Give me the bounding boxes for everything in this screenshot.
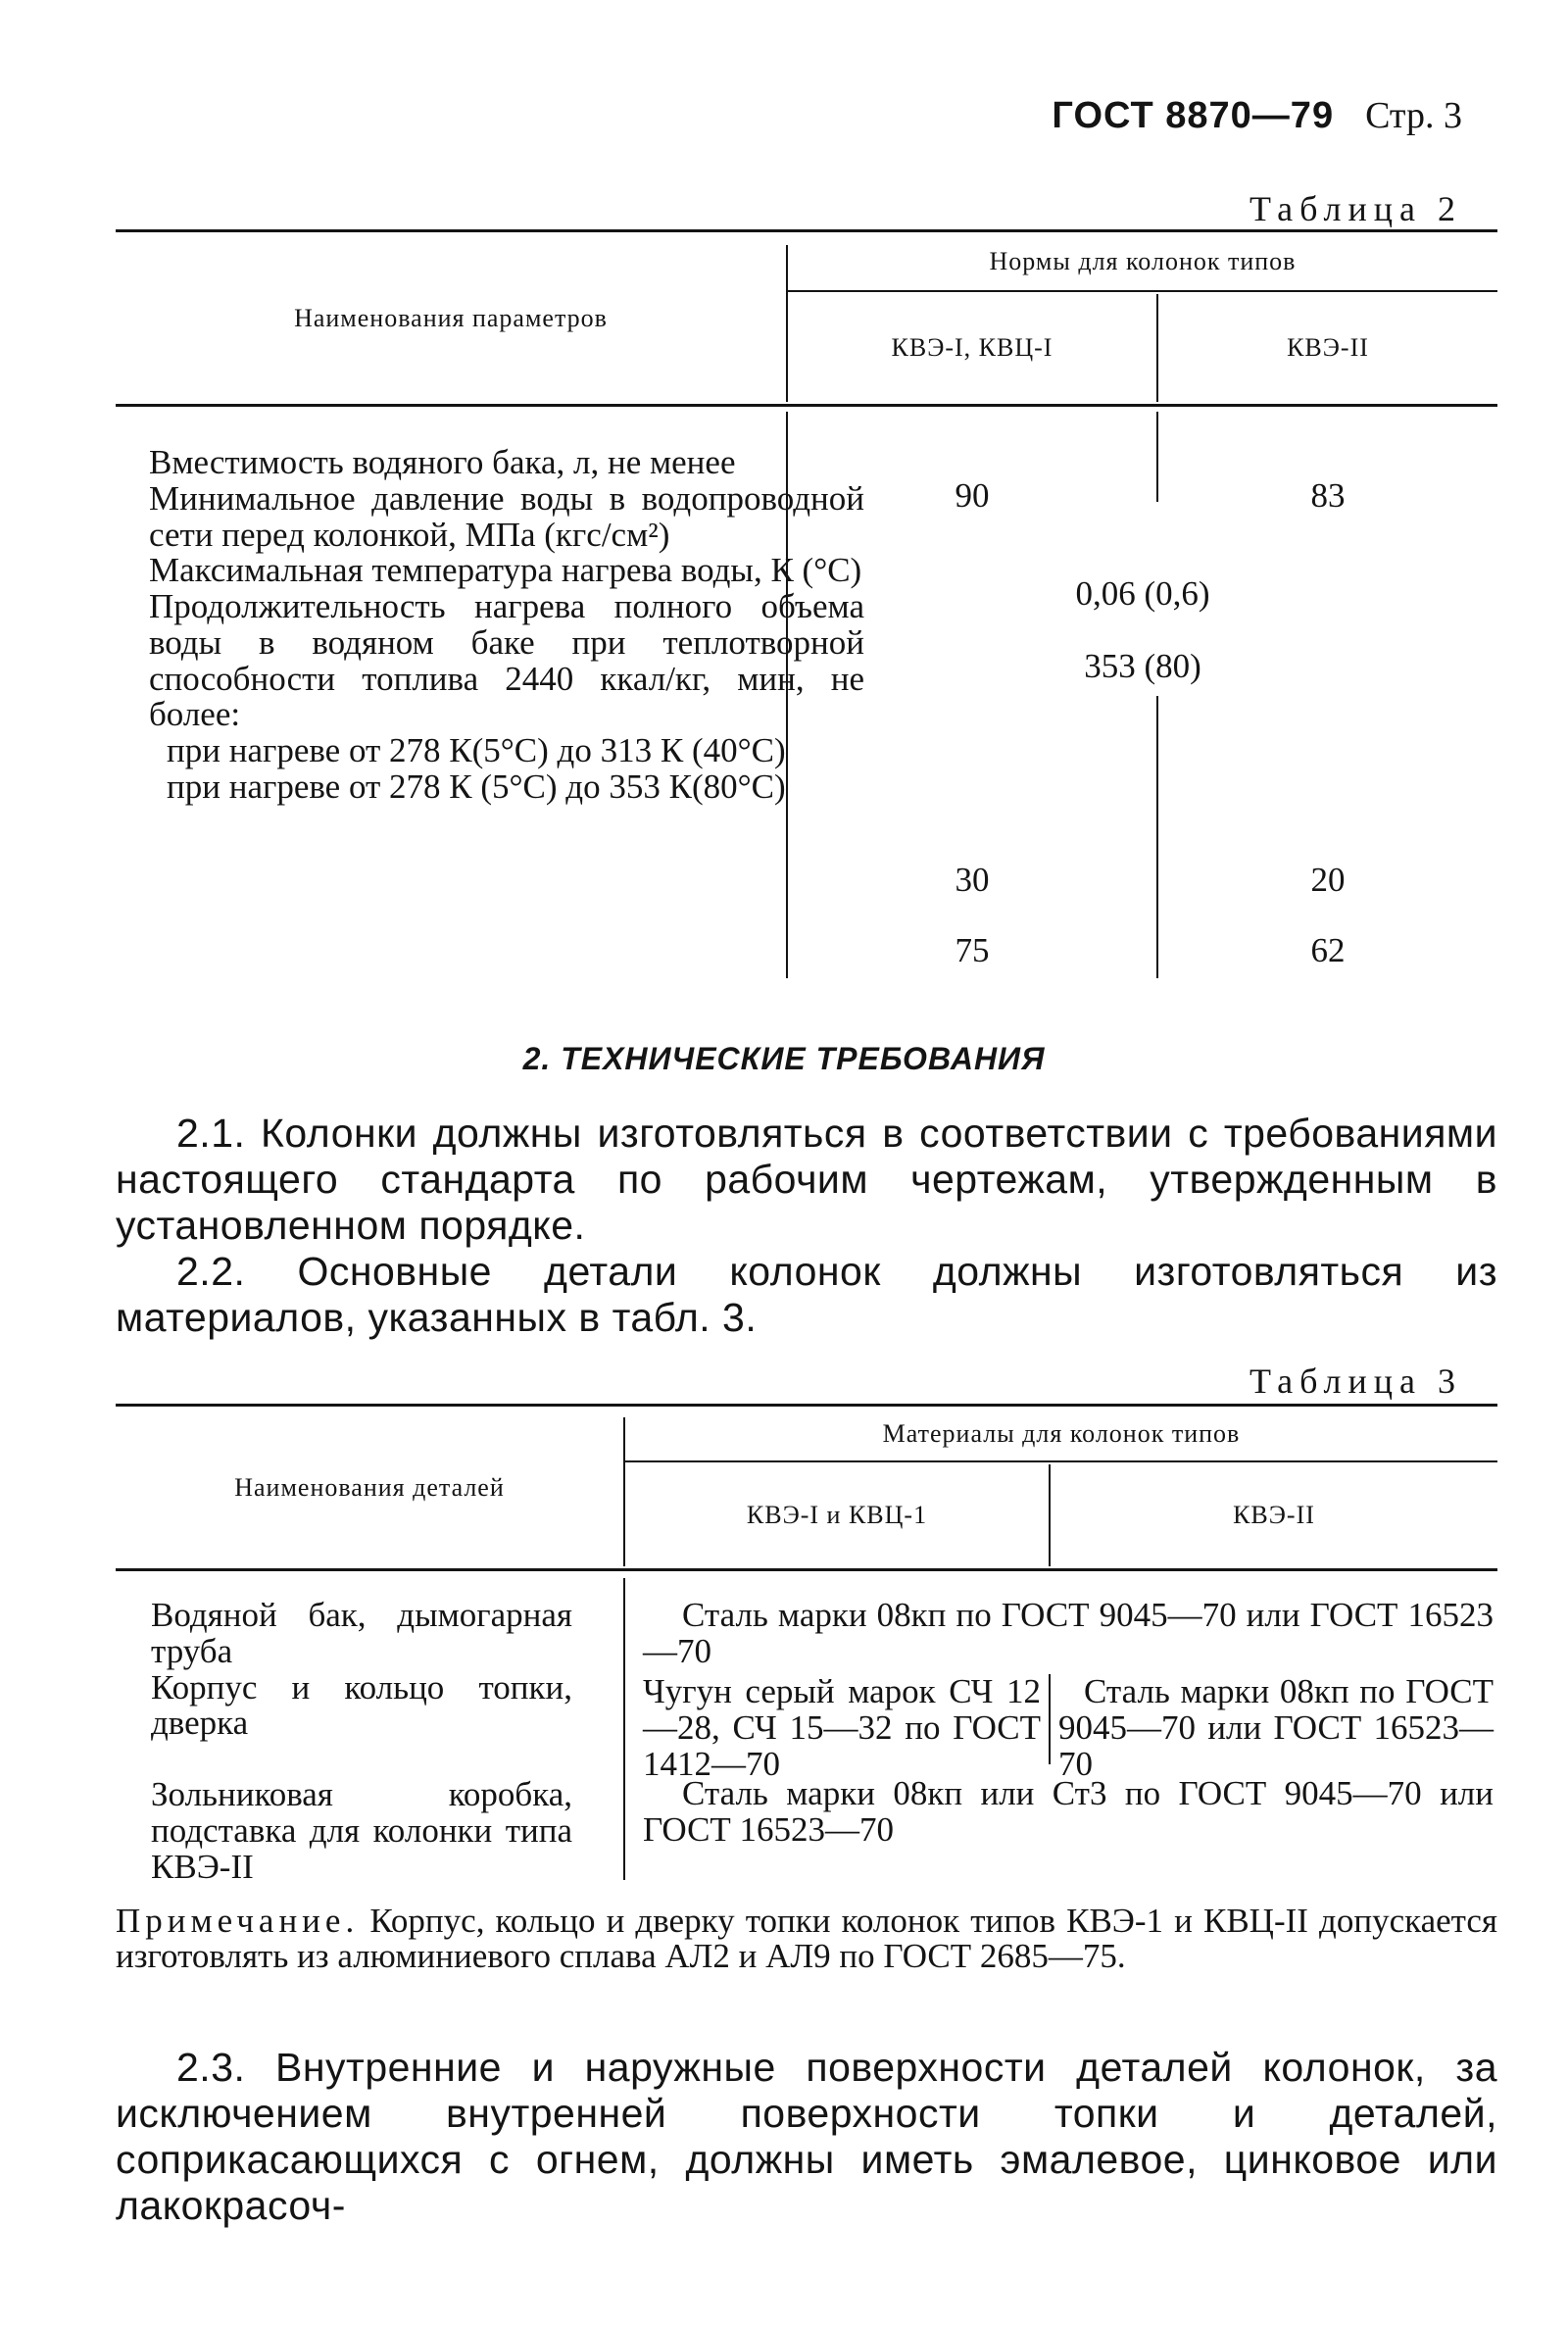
note-text: Корпус, кольцо и дверку топки колонок типов КВЭ-1 и КВЦ-II допускается изготовлять из алюминиевого сплава АЛ2 и АЛ9 по ГОСТ 2685—75. [116,1902,1498,1976]
table2-value: 353 (80) [1084,647,1201,685]
table2-header-col-b: КВЭ-II [1287,333,1369,363]
table2-value: 90 [955,476,990,515]
table3-header-group: Материалы для колонок типов [882,1419,1241,1449]
table3-material [643,1598,1494,1670]
table-3 [116,1404,1497,1894]
table2-param: Минимальное давление воды в водопроводной сети перед колонкой, МПа (кгс/см²) [149,478,864,554]
table2-caption: Таблица 2 [1250,189,1462,228]
table2-value: 62 [1310,931,1346,969]
table3-material-text: Сталь марки 08кп по ГОСТ 9045—70 или ГОСТ 16523—70 [643,1596,1494,1670]
table3-header-col-a: КВЭ-I и КВЦ-1 [746,1501,928,1530]
table3-note [116,1904,1497,1975]
note-label: Примечание. [116,1902,360,1940]
table-2 [116,229,1497,994]
section-title: 2. ТЕХНИЧЕСКИЕ ТРЕБОВАНИЯ [522,1041,1046,1076]
table3-header-col-b: КВЭ-II [1233,1501,1315,1530]
page-header [1052,94,1462,137]
table2-param: Вместимость водяного бака, л, не менее [149,443,736,481]
table2-value: 20 [1310,861,1346,899]
table2-param: при нагреве от 278 К(5°С) до 313 К (40°С) [167,731,786,769]
standard-number: ГОСТ 8870—79 [1052,95,1335,136]
table3-divider [623,1578,625,1880]
table3-material-text: Сталь марки 08кп по ГОСТ 9045—70 или ГОСТ 16523—70 [1058,1672,1494,1783]
table3-material [1058,1674,1494,1782]
section-body [116,1111,1497,1341]
paragraph: 2.2. Основные детали колонок должны изготовляться из материалов, указанных в табл. 3. [116,1249,1497,1340]
table3-material [643,1674,1041,1782]
table3-parts-column [151,1598,572,1885]
table2-value: 0,06 (0,6) [1075,574,1210,613]
table2-header-param: Наименования параметров [294,304,608,333]
table2-value: 30 [955,861,990,899]
table2-header-group: Нормы для колонок типов [989,247,1297,276]
paragraph: 2.1. Колонки должны изготовляться в соответствии с требованиями настоящего стандарта по рабочим чертежам, утвержденным в установленном порядке. [116,1111,1497,1248]
table3-part: Корпус и кольцо топки, дверка [151,1667,572,1743]
table2-param: Максимальная температура нагрева воды, К (°С) [149,551,862,590]
section-body-continued [116,2045,1497,2229]
table2-header-col-a: КВЭ-I, КВЦ-I [891,333,1054,363]
table2-param: Продолжительность нагрева полного объема воды в водяном баке при теплотворной способности топлива 2440 ккал/кг, мин, не более: [149,587,864,734]
table2-param-column [149,445,864,806]
table2-header-rule [116,404,1497,407]
table2-value: 75 [955,931,990,969]
table3-divider [1049,1674,1051,1764]
table3-top-rule [116,1404,1497,1407]
table3-material [643,1776,1494,1849]
page-number: Стр. 3 [1365,95,1462,136]
table2-value: 83 [1310,476,1346,515]
table2-top-rule [116,229,1497,232]
table3-header-rule [116,1568,1497,1571]
table3-header-param: Наименования деталей [234,1473,505,1503]
table2-param: при нагреве от 278 К (5°С) до 353 К(80°С) [167,767,786,806]
table3-material-text: Сталь марки 08кп или Ст3 по ГОСТ 9045—70 или ГОСТ 16523—70 [643,1774,1494,1849]
table3-part: Зольниковая коробка, подставка для колонки типа КВЭ-II [151,1775,572,1886]
table3-part: Водяной бак, дымогарная труба [151,1596,572,1670]
table3-material-text: Чугун серый марок СЧ 12—28, СЧ 15—32 по ГОСТ 1412—70 [643,1672,1041,1783]
table3-caption: Таблица 3 [1250,1361,1462,1401]
paragraph: 2.3. Внутренние и наружные поверхности деталей колонок, за исключением внутренней поверхности топки и деталей, соприкасающихся с огнем, должны иметь эмалевое, цинковое или лакокрасоч- [116,2045,1497,2228]
